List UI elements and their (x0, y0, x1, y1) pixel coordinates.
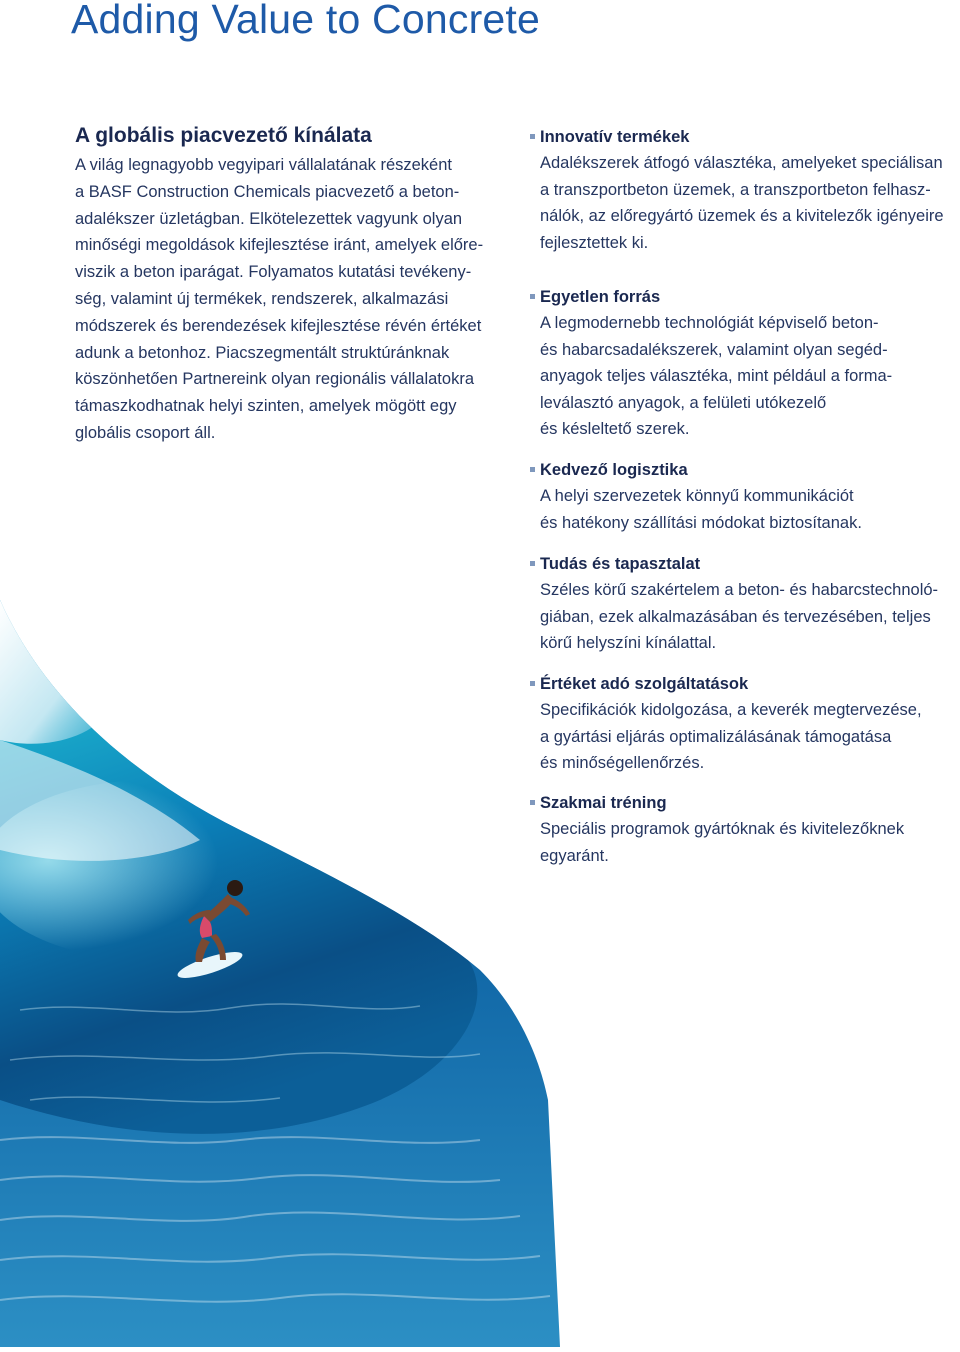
page-title: Adding Value to Concrete (71, 0, 541, 42)
intro-line: globális csoport áll. (75, 423, 216, 442)
intro-line: adunk a betonhoz. Piacszegmentált struktúránknak (75, 343, 450, 362)
benefit-item (530, 790, 960, 869)
intro-heading: A globális piacvezető kínálata (75, 124, 372, 147)
benefit-title: Értéket adó szolgáltatások (540, 675, 749, 693)
benefit-description (530, 483, 960, 536)
surfer-wave-image (0, 540, 960, 1347)
intro-line: módszerek és berendezések kifejlesztése révén értéket (75, 316, 482, 335)
intro-line: ség, valamint új termékek, rendszerek, alkalmazási (75, 289, 449, 308)
benefit-item (530, 124, 960, 256)
benefit-line: körű helyszíni kínálattal. (540, 634, 717, 653)
benefit-item (530, 551, 960, 657)
benefit-line: a transzportbeton üzemek, a transzportbeton felhasz- (540, 180, 931, 199)
benefit-title: Szakmai tréning (540, 794, 667, 812)
benefit-line: egyaránt. (540, 846, 609, 865)
benefit-line: Specifikációk kidolgozása, a keverék megtervezése, (540, 701, 922, 719)
intro-line: A világ legnagyobb vegyipari vállalatának részeként (75, 156, 452, 174)
intro-line: köszönhetően Partnereink olyan regionális vállalatokra (75, 370, 474, 389)
benefit-line: fejlesztettek ki. (540, 233, 649, 252)
benefit-title-row (530, 671, 960, 697)
bullet-square-icon (530, 294, 535, 299)
benefit-description (530, 816, 960, 869)
benefit-title-row (530, 790, 960, 816)
bullet-square-icon (530, 134, 535, 139)
benefit-title-row (530, 124, 960, 150)
benefit-title: Egyetlen forrás (540, 288, 661, 306)
benefit-line: giában, ezek alkalmazásában és tervezésében, teljes (540, 607, 931, 626)
benefit-description (530, 150, 960, 256)
benefit-line: a gyártási eljárás optimalizálásának támogatása (540, 727, 892, 746)
intro-section (75, 124, 505, 447)
benefit-description (530, 697, 960, 777)
intro-line: a BASF Construction Chemicals piacvezető a beton- (75, 182, 460, 201)
benefit-line: nálók, az előregyártó üzemek és a kivitelezők igényeire (540, 207, 944, 226)
benefit-line: Széles körű szakértelem a beton- és habarcstechnoló- (540, 581, 939, 599)
bullet-square-icon (530, 800, 535, 805)
benefit-line: leválasztó anyagok, a felületi utókezelő (540, 393, 827, 412)
bullet-square-icon (530, 561, 535, 566)
intro-paragraph (75, 152, 505, 447)
benefit-line: anyagok teljes választéka, mint például a forma- (540, 367, 893, 386)
benefit-title: Kedvező logisztika (540, 461, 688, 479)
benefit-line: és minőségellenőrzés. (540, 754, 705, 773)
benefit-title: Tudás és tapasztalat (540, 555, 701, 573)
benefit-description (530, 310, 960, 443)
benefit-title-row (530, 457, 960, 483)
intro-line: viszik a beton iparágat. Folyamatos kutatási tevékeny- (75, 263, 472, 282)
benefit-line: és hatékony szállítási módokat biztosítanak. (540, 513, 862, 532)
benefit-title-row (530, 284, 960, 310)
intro-line: támaszkodhatnak helyi szinten, amelyek mögött egy (75, 397, 457, 416)
benefit-line: és habarcsadalékszerek, valamint olyan segéd- (540, 340, 888, 359)
benefit-item (530, 671, 960, 777)
benefit-item (530, 284, 960, 443)
benefit-line: Speciális programok gyártóknak és kivitelezőknek (540, 820, 905, 838)
benefit-description (530, 577, 960, 657)
intro-line: adalékszer üzletágban. Elkötelezettek vagyunk olyan (75, 209, 463, 228)
bullet-square-icon (530, 467, 535, 472)
bullet-square-icon (530, 681, 535, 686)
benefit-line: és késleltető szerek. (540, 420, 690, 439)
intro-line: minőségi megoldások kifejlesztése iránt, amelyek előre- (75, 236, 484, 255)
benefit-line: A legmodernebb technológiát képviselő beton- (540, 314, 879, 332)
benefit-line: Adalékszerek átfogó választéka, amelyeket speciálisan (540, 154, 943, 172)
benefit-item (530, 457, 960, 536)
benefit-title: Innovatív termékek (540, 128, 690, 146)
benefit-title-row (530, 551, 960, 577)
benefit-line: A helyi szervezetek könnyű kommunikációt (540, 487, 854, 505)
